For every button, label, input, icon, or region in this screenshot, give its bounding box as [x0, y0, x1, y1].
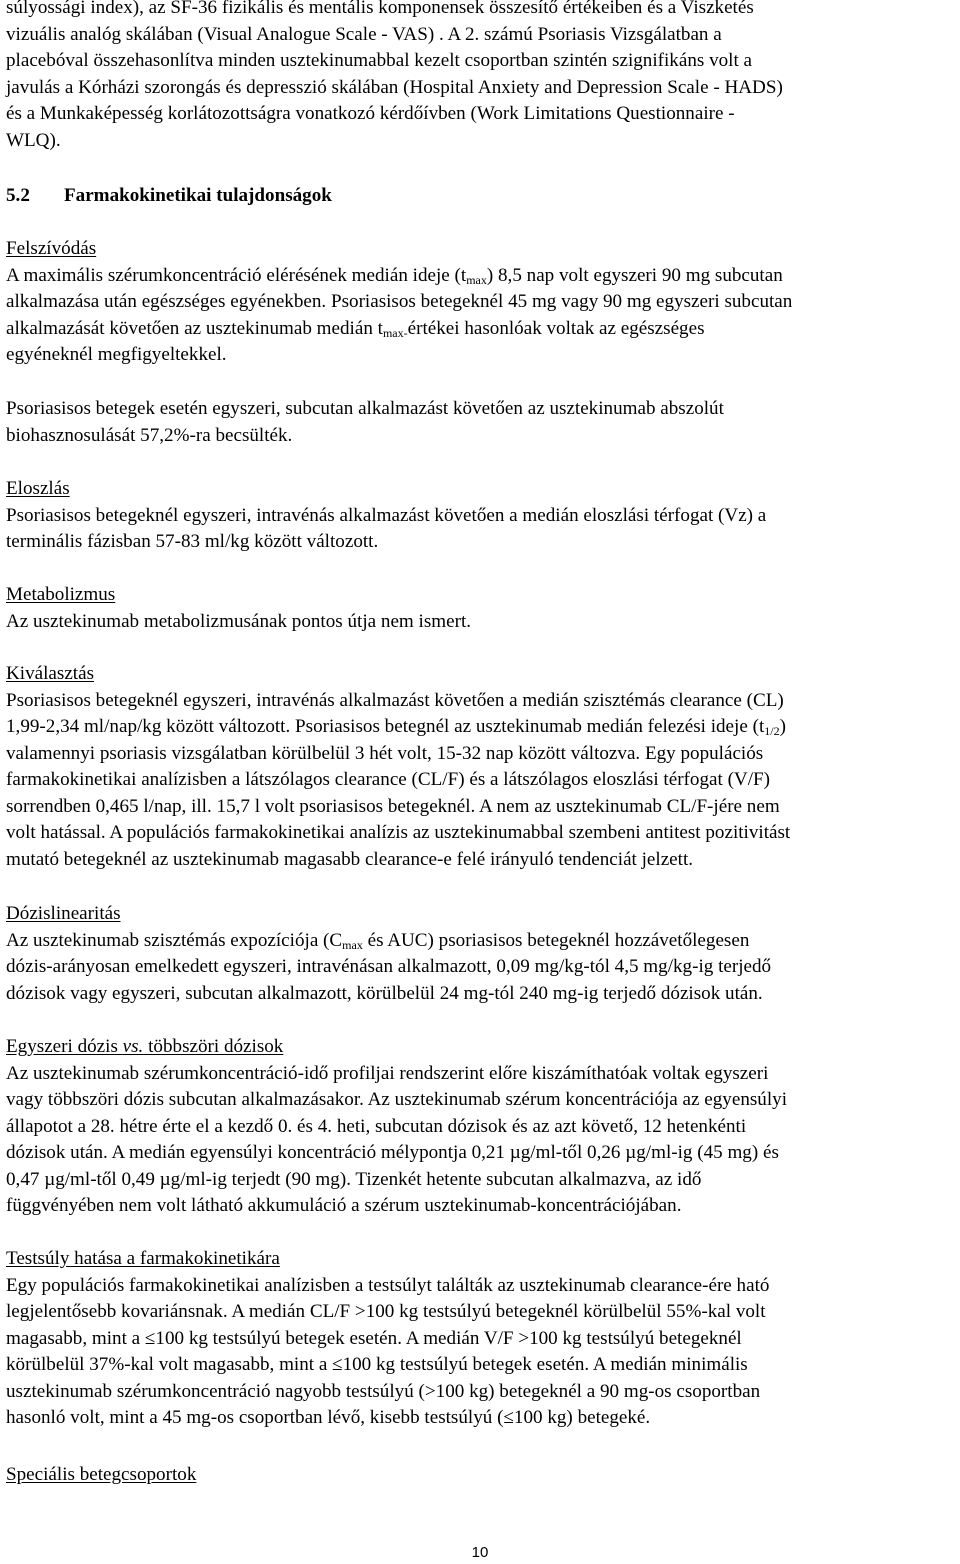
subheading-metabolism: Metabolizmus: [6, 584, 116, 605]
text-line: Psoriasisos betegek esetén egyszeri, subcutan alkalmazást követően az usztekinumab abszolút: [6, 398, 724, 419]
text-line: javulás a Kórházi szorongás és depresszió skálában (Hospital Anxiety and Depression Scale - HADS): [6, 76, 783, 98]
text-line: farmakokinetikai analízisben a látszólagos clearance (CL/F) és a látszólagos eloszlási térfogat (V/F): [6, 769, 770, 790]
subheading-dose-linearity: Dózislinearitás: [6, 903, 121, 924]
subheading-distribution: Eloszlás: [6, 478, 70, 499]
text-line: dózis-arányosan emelkedett egyszeri, intravénásan alkalmazott, 0,09 mg/kg-tól 4,5 mg/kg-ig terjedő: [6, 956, 772, 977]
subheading-body-weight: Testsúly hatása a farmakokinetikára: [6, 1248, 280, 1269]
text-line: 1,99-2,34 ml/nap/kg között változott. Psoriasisos betegnél az usztekinumab medián felezési ideje $(t_{1/2})$: [6, 716, 786, 738]
text-line: volt hatással. A populációs farmakokinetikai analízis az usztekinumabbal szembeni antitest pozitivitást: [6, 822, 791, 843]
text-line: és a Munkaképesség korlátozottságra vonatkozó kérdőívben (Work Limitations Questionnaire -: [6, 103, 735, 124]
text-line: alkalmazását követően az usztekinumab medián $t_{max-}értékei$ hasonlóak voltak az egészséges: [6, 317, 705, 340]
text-line: függvényében nem volt látható akkumuláció a szérum usztekinumab-koncentrációjában.: [6, 1195, 682, 1216]
page-number: 10: [471, 1544, 489, 1561]
text-line: WLQ).: [6, 129, 61, 151]
single-vs-multiple-dose-section: [6, 1034, 952, 1220]
text-line: mutató betegeknél az usztekinumab magasabb clearance-e felé irányuló tendenciát jelzett.: [6, 848, 694, 870]
body-weight-section: [6, 1246, 952, 1432]
subheading-absorption: Felszívódás: [6, 238, 97, 259]
dose-linearity-section: [6, 901, 952, 1007]
absorption-section: [6, 236, 952, 369]
subheading-elimination: Kiválasztás: [6, 663, 95, 684]
section-heading: [6, 183, 952, 210]
text-line: Az usztekinumab szérumkoncentráció-idő profiljai rendszerint előre kiszámíthatóak voltak egyszeri: [6, 1062, 769, 1084]
text-line: Psoriasisos betegeknél egyszeri, intravénás alkalmazást követően a medián szisztémás clearance (CL): [6, 689, 784, 711]
section-number: 5.2: [6, 185, 30, 206]
text-line: usztekinumab szérumkoncentráció nagyobb testsúlyú (>100 kg) betegeknél a 90 mg-os csoportban: [6, 1380, 761, 1402]
distribution-section: [6, 476, 952, 556]
text-line: egyéneknél megfigyeltekkel.: [6, 344, 227, 365]
section-title: Farmakokinetikai tulajdonságok: [64, 185, 332, 206]
intro-paragraph: [6, 0, 952, 154]
text-line: vizuális analóg skálában (Visual Analogue Scale - VAS) . A 2. számú Psoriasis Vizsgálatban a: [6, 23, 722, 45]
text-line: A maximális szérumkoncentráció elérésének medián ideje $(t_{max})$ 8,5 nap volt egyszeri 90 mg subcutan: [6, 264, 783, 287]
special-populations-section: [6, 1462, 952, 1489]
text-line: alkalmazása után egészséges egyénekben. Psoriasisos betegeknél 45 mg vagy 90 mg egyszeri subcutan: [6, 291, 793, 312]
text-line: biohasznosulását 57,2%-ra becsülték.: [6, 424, 293, 446]
metabolism-section: [6, 582, 952, 635]
text-line: vagy többszöri dózis subcutan alkalmazásakor. Az usztekinumab szérum koncentrációja az egyensúlyi: [6, 1089, 787, 1110]
text-line: állapotot a 28. hétre érte el a kezdő 0. és 4. heti, subcutan dózisok és az azt követő, 12 hetenkénti: [6, 1115, 747, 1137]
text-line: legjelentősebb kovariánsnak. A medián CL/F >100 kg testsúlyú betegeknél körülbelül 55%-kal volt: [6, 1301, 766, 1322]
text-line: körülbelül 37%-kal volt magasabb, mint a ≤100 kg testsúlyú betegek esetén. A medián minimális: [6, 1354, 748, 1375]
text-line: placebóval összehasonlítva minden usztekinumabbal kezelt csoportban szintén szignifikáns volt a: [6, 50, 753, 71]
text-line: Psoriasisos betegeknél egyszeri, intravénás alkalmazást követően a medián eloszlási térfogat (Vz) a: [6, 504, 767, 526]
subheading-single-vs-multiple: Egyszeri dózis vs. többszöri dózisok: [6, 1036, 284, 1057]
text-line: dózisok vagy egyszeri, subcutan alkalmazott, körülbelül 24 mg-tól 240 mg-ig terjedő dózisok után.: [6, 982, 763, 1004]
text-line: dózisok után. A medián egyensúlyi koncentráció mélypontja 0,21 µg/ml-től 0,26 µg/ml-ig (45 mg) és: [6, 1142, 779, 1163]
text-line: Az usztekinumab szisztémás expozíciója ($C_{max}$ és AUC) psoriasisos betegeknél hozzávetőlegesen: [6, 929, 750, 952]
text-line: terminális fázisban 57-83 ml/kg között változott.: [6, 531, 379, 552]
text-line: Az usztekinumab metabolizmusának pontos útja nem ismert.: [6, 610, 472, 632]
text-line: sorrendben 0,465 l/nap, ill. 15,7 l volt psoriasisos betegeknél. A nem az usztekinumab CL/F-jére nem: [6, 795, 780, 817]
text-line: Egy populációs farmakokinetikai analízisben a testsúlyt találták az usztekinumab clearance-ére ható: [6, 1274, 770, 1296]
text-line: hasonló volt, mint a 45 mg-os csoportban lévő, kisebb testsúlyú (≤100 kg) betegeké.: [6, 1407, 651, 1428]
text-line: súlyossági index), az SF-36 fizikális és mentális komponensek összesítő értékeiben és a Viszketés: [6, 0, 754, 18]
absorption-paragraph-2: [6, 396, 952, 449]
text-line: magasabb, mint a ≤100 kg testsúlyú betegek esetén. A medián V/F >100 kg testsúlyú betegeknél: [6, 1327, 742, 1349]
text-line: 0,47 µg/ml-től 0,49 µg/ml-ig terjedt (90 mg). Tizenkét hetente subcutan alkalmazva, az idő: [6, 1168, 702, 1190]
subheading-special-populations: Speciális betegcsoportok: [6, 1464, 197, 1485]
text-line: valamennyi psoriasis vizsgálatban körülbelül 3 hét volt, 15-32 nap között változva. Egy populációs: [6, 742, 764, 764]
elimination-section: [6, 661, 952, 873]
